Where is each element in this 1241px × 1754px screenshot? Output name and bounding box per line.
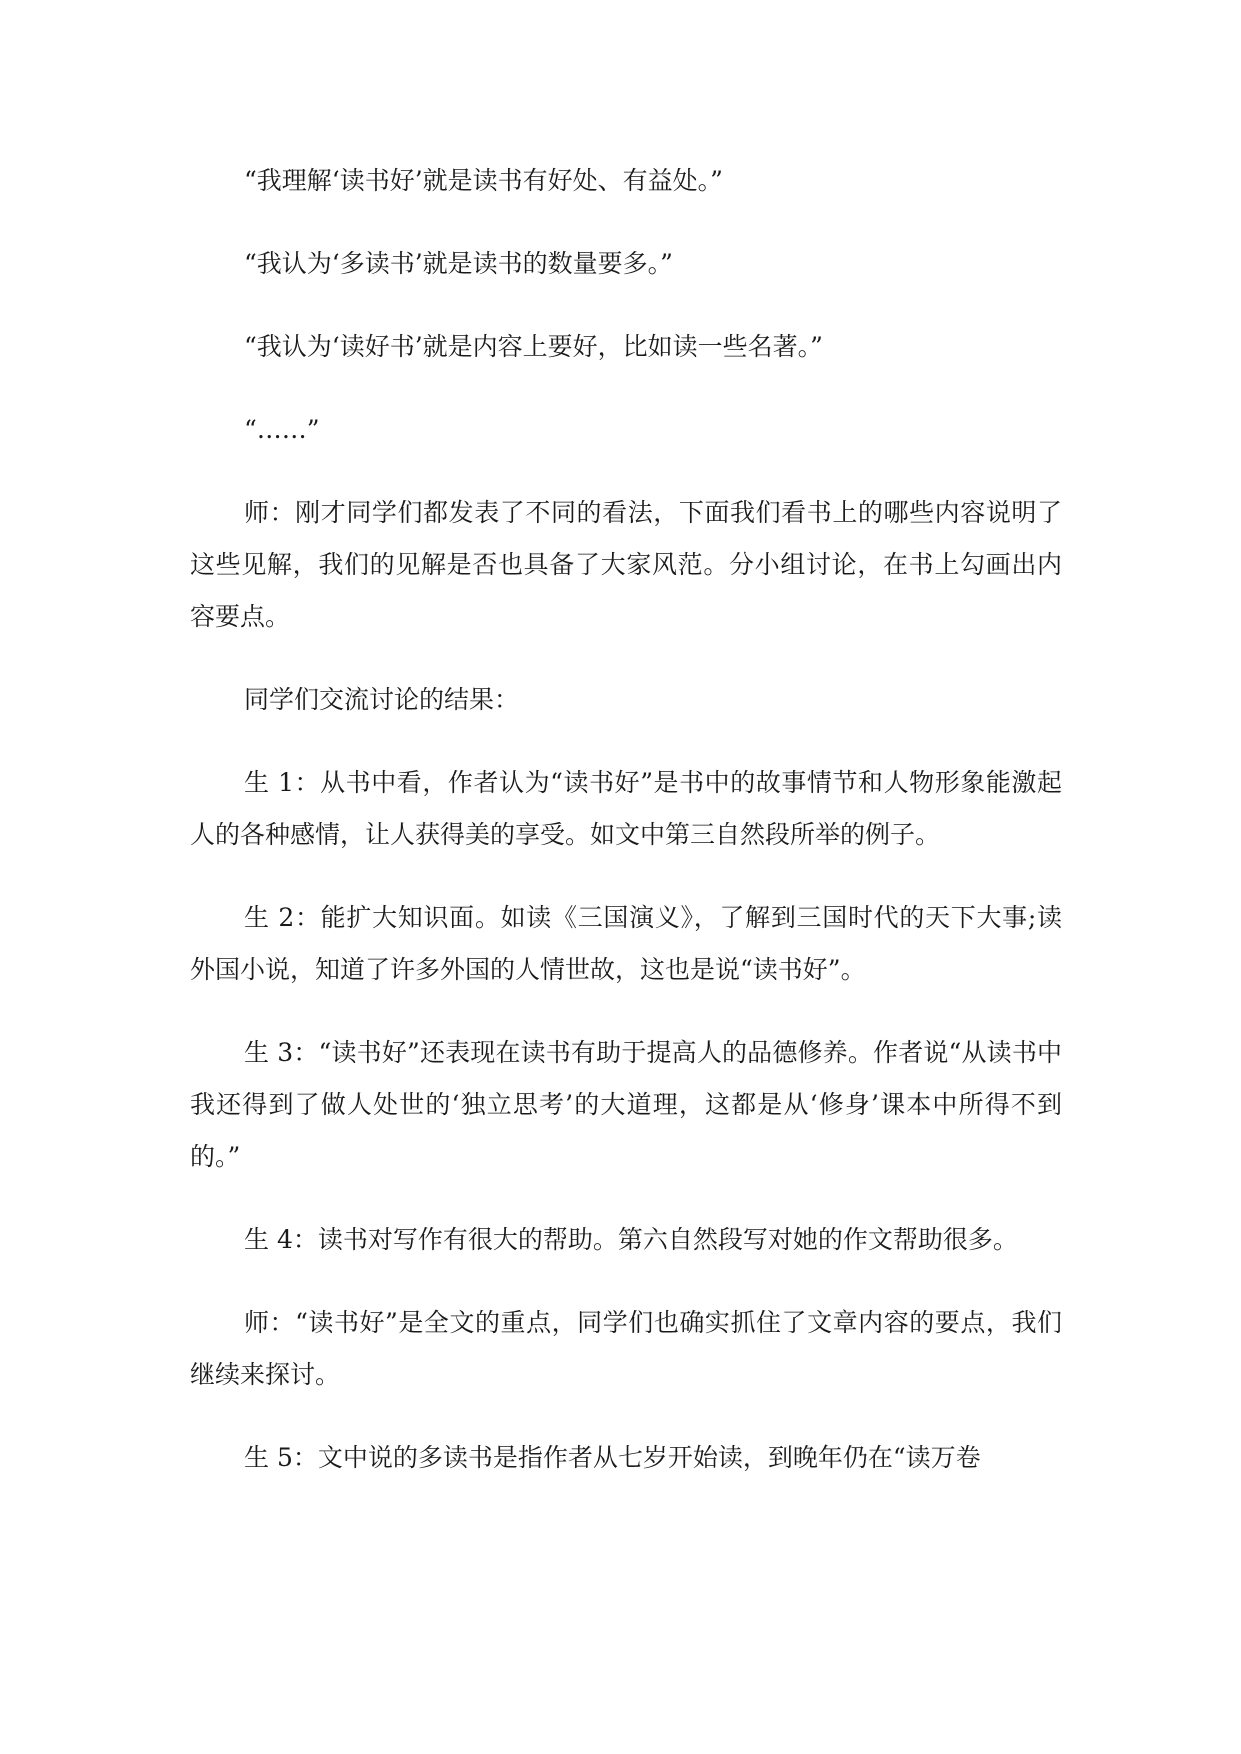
paragraph-student-1: 生 1：从书中看，作者认为“读书好”是书中的故事情节和人物形象能激起人的各种感情，让人获得美的享受。如文中第三自然段所举的例子。 <box>190 768 1062 849</box>
paragraph-ellipsis: “……” <box>244 415 320 444</box>
paragraph-quote-reading-good: “我理解‘读书好’就是读书有好处、有益处。” <box>244 166 723 195</box>
paragraph-teacher-summary: 师：“读书好”是全文的重点，同学们也确实抓住了文章内容的要点，我们继续来探讨。 <box>190 1308 1062 1389</box>
document-body <box>190 155 1062 1484</box>
paragraph-student-5: 生 5：文中说的多读书是指作者从七岁开始读，到晚年仍在“读万卷 <box>244 1443 981 1472</box>
paragraph-student-3: 生 3：“读书好”还表现在读书有助于提高人的品德修养。作者说“从读书中我还得到了做人处世的‘独立思考’的大道理，这都是从‘修身’课本中所得不到的。” <box>190 1038 1062 1171</box>
paragraph-student-2: 生 2：能扩大知识面。如读《三国演义》，了解到三国时代的天下大事;读外国小说，知道了许多外国的人情世故，这也是说“读书好”。 <box>190 903 1062 984</box>
paragraph-quote-read-good-books: “我认为‘读好书’就是内容上要好，比如读一些名著。” <box>244 332 823 361</box>
paragraph-discussion-results: 同学们交流讨论的结果： <box>244 685 520 714</box>
paragraph-student-4: 生 4：读书对写作有很大的帮助。第六自然段写对她的作文帮助很多。 <box>244 1225 1018 1254</box>
paragraph-teacher-prompt: 师：刚才同学们都发表了不同的看法，下面我们看书上的哪些内容说明了这些见解，我们的见解是否也具备了大家风范。分小组讨论，在书上勾画出内容要点。 <box>190 498 1062 631</box>
paragraph-quote-read-more: “我认为‘多读书’就是读书的数量要多。” <box>244 249 673 278</box>
